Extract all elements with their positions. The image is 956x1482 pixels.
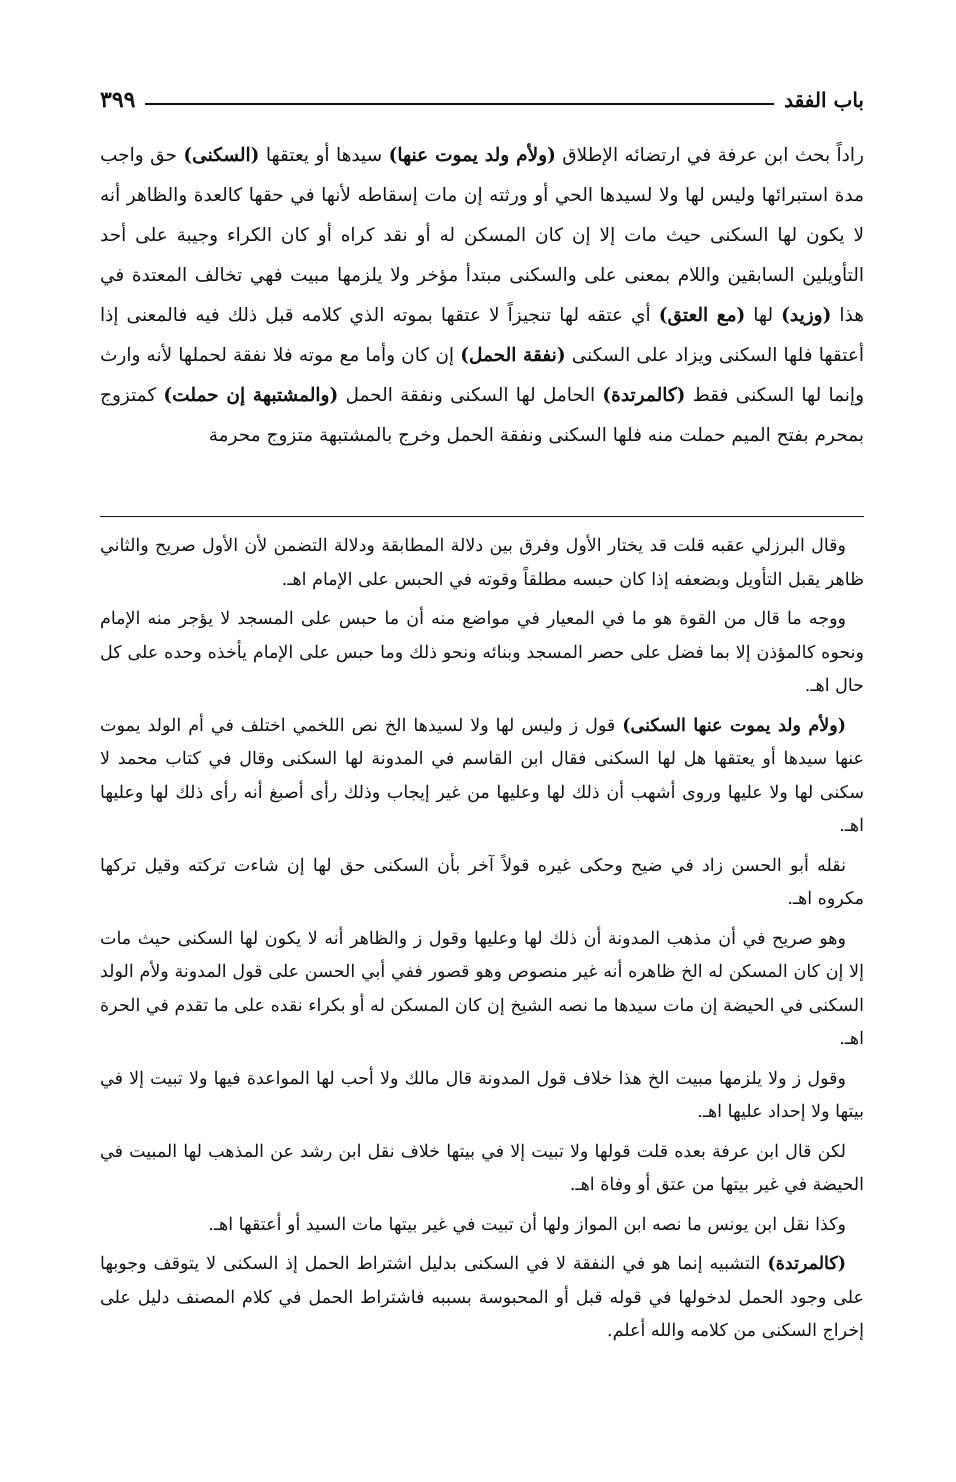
- note-paragraph: [100, 1136, 864, 1203]
- main-text-emphasis: (وزيد): [781, 305, 832, 326]
- page-number: ٣٩٩: [100, 87, 136, 113]
- running-header: [100, 82, 864, 118]
- main-commentary: [100, 136, 864, 456]
- main-text-emphasis: (نفقة الحمل): [460, 345, 566, 366]
- main-text-emphasis: (مع العتق): [658, 305, 746, 326]
- chapter-title: باب الفقد: [784, 88, 864, 112]
- note-text: التشبيه إنما هو في النفقة لا في السكنى بدليل اشتراط الحمل إذ السكنى لا يتوقف وجوبها على وجود الحمل لدخولها في قوله قبل أو المحبوسة بسببه فاشتراط الحمل في كلام المصنف دليل على إخراج السكنى من كلامه والله أعلم.: [100, 1254, 864, 1341]
- note-text: نقله أبو الحسن زاد في ضيح وحكى غيره قولاً آخر بأن السكنى حق لها إن شاءت تركته وقيل تركها مكروه اهـ.: [100, 855, 864, 909]
- note-paragraph: [100, 1209, 864, 1243]
- header-rule: [145, 103, 774, 105]
- note-emphasis: (ولأم ولد يموت عنها السكنى): [622, 715, 846, 736]
- main-text-emphasis: (السكنى): [183, 145, 260, 166]
- footnote-divider: [100, 516, 864, 517]
- note-emphasis: (كالمرتدة): [767, 1254, 846, 1274]
- main-text-segment: سيدها أو يعتقها: [259, 145, 389, 166]
- main-text-segment: أي عتقه لها تنجيزاً لا عتقها بموته الذي كلامه قبل ذلك فيه فالمعنى إذا أعتقها فلها السكنى ويزاد على السكنى: [100, 305, 865, 366]
- main-text-segment: الحامل لها السكنى ونفقة الحمل: [338, 385, 603, 406]
- main-text-emphasis: (ولأم ولد يموت عنها): [388, 145, 556, 166]
- note-paragraph: [100, 850, 864, 917]
- note-text: لكن قال ابن عرفة بعده قلت قولها ولا تبيت إلا في بيتها خلاف نقل ابن رشد عن المذهب لها المبيت في الحيضة في غير بيتها من عتق أو وفاة اهـ.: [100, 1141, 864, 1195]
- note-text: وقال البرزلي عقبه قلت قد يختار الأول وفرق بين دلالة المطابقة ودلالة التضمن لأن الأول صريح والثاني ظاهر يقبل التأويل وبضعفه إذا كان حبسه مطلقاً وقوته في الحبس على الإمام اهـ.: [100, 536, 864, 590]
- note-paragraph: [100, 603, 864, 704]
- main-text-emphasis: (والمشتبهة إن حملت): [163, 385, 339, 406]
- note-paragraph: [100, 923, 864, 1057]
- note-text: ووجه ما قال من القوة هو ما في المعيار في مواضع منه أن ما حبس على المسجد لا يؤجر منه الإمام ونحوه كالمؤذن إلا بما فضل على حصر المسجد وبنائه ونحو ذلك وما حبس على الإمام يأخذه وحده على كل حال اهـ.: [100, 609, 864, 696]
- main-text-segment: حق واجب مدة استبرائها وليس لها ولا لسيدها الحي أو ورثته إن مات إسقاطه لأنها في حقها كالعدة والظاهر أنه لا يكون لها السكنى حيث مات إلا إن كان المسكن له أو نقد كراه أو كان الكراء وجيبة على أحد التأويلين السابقين واللام بمعنى على والسكنى مبتدأ مؤخر ولا يلزمها مبيت فهي تخالف المعتدة في هذا: [100, 145, 865, 326]
- note-text: وقول ز ولا يلزمها مبيت الخ هذا خلاف قول المدونة قال مالك ولا أحب لها المواعدة فيها ولا تبيت إلا في بيتها ولا إحداد عليها اهـ.: [100, 1068, 864, 1122]
- main-text-emphasis: (كالمرتدة): [602, 385, 686, 406]
- note-paragraph: [100, 710, 864, 844]
- main-text-segment: لها: [745, 305, 782, 326]
- note-paragraph: [100, 530, 864, 597]
- main-text-segment: كمتزوج بمحرم بفتح الميم حملت منه فلها السكنى ونفقة الحمل وخرج بالمشتبهة متزوج محرمة: [100, 385, 864, 446]
- marginal-notes: [100, 530, 864, 1355]
- note-paragraph: [100, 1248, 864, 1349]
- note-paragraph: [100, 1063, 864, 1130]
- main-text-segment: راداً بحث ابن عرفة في ارتضائه الإطلاق: [555, 145, 864, 166]
- note-text: وهو صريح في أن مذهب المدونة أن ذلك لها وعليها وقول ز والظاهر أنه لا يكون لها السكنى حيث مات إلا إن كان المسكن له الخ ظاهره أنه غير منصوص وهو قصور ففي أبي الحسن على قول المدونة ولأم الولد السكنى في الحيضة إن مات سيدها ما نصه الشيخ إن كان المسكن له أو بكراء نقده على ما تقدم في الحرة اهـ.: [100, 928, 864, 1049]
- note-text: قول ز وليس لها ولا لسيدها الخ نص اللخمي اختلف في أم الولد يموت عنها سيدها أو يعتقها هل لها السكنى فقال ابن القاسم في المدونة لها السكنى وقال في كتاب محمد لا سكنى لها ولا عليها وروى أشهب أن ذلك لها وعليها من غير إيجاب وذلك رأى أصبغ أنه رأى ذلك لها وعليها اهـ.: [100, 715, 864, 836]
- note-text: وكذا نقل ابن يونس ما نصه ابن المواز ولها أن تبيت في غير بيتها مات السيد أو أعتقها اهـ.: [208, 1214, 846, 1235]
- main-text-segment: إن كان وأما مع موته فلا نفقة لحملها لأنه وارث وإنما لها السكنى فقط: [100, 345, 864, 406]
